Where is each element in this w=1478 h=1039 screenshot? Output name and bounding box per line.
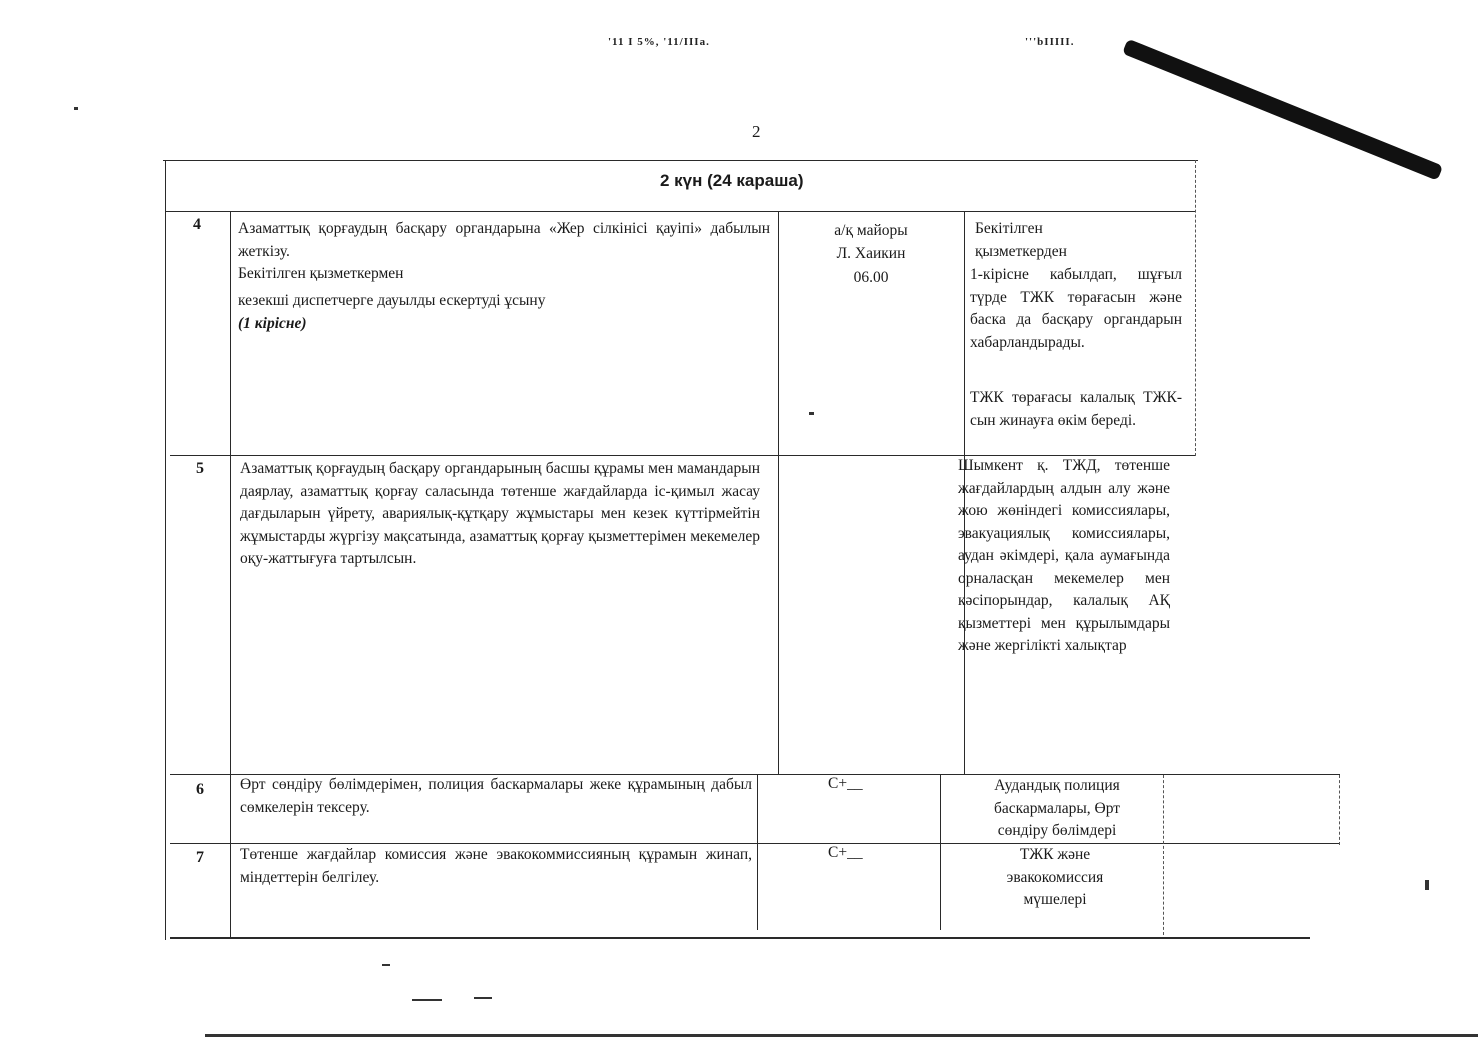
- bottom-rule: [205, 1034, 1478, 1037]
- col-separator-number: [230, 212, 231, 938]
- scan-speck: [809, 412, 814, 415]
- responsible-text: Л. Хаикин: [836, 245, 906, 262]
- responsible-text: С+__: [828, 844, 863, 861]
- header-mark-left: '11 I 5%, '11/IIIa.: [608, 36, 710, 48]
- table-bottom-border: [170, 937, 1310, 939]
- row-number: 5: [196, 460, 204, 477]
- executor-text: Шымкент қ. ТЖД, төтенше жағдайлардың алдын алу және жою жөніндегі комиссиялары, эвакуациялық комиссиялары, аудан әкімдері, қала аумағында орналасқан мекемелер мен кәсіпорындар, калалық АҚ қызметтері мен құрылымдары және жергілікті халықтар: [958, 457, 1170, 654]
- responsible-text: С+__: [828, 775, 863, 792]
- task-text: Өрт сөндіру бөлімдерімен, полиция баскармалары жеке құрамының дабыл сөмкелерін тексеру.: [240, 776, 752, 816]
- task-text: Азаматтық қорғаудың басқару органдарына «Жер сілкінісі қауіпі» дабылын жеткізу.: [238, 220, 770, 260]
- task-text: Төтенше жағдайлар комиссия және эвакокоммиссияның құрамын жинап, міндеттерін белгілеу.: [240, 846, 752, 886]
- day-header: 2 күн (24 караша): [660, 171, 804, 190]
- page-number: 2: [752, 122, 761, 141]
- executor-text: қызметкерден: [975, 243, 1067, 260]
- row-number: 4: [193, 216, 201, 233]
- executor-text: ТЖК төрағасы калалық ТЖК-сын жинауға өкім береді.: [970, 389, 1182, 429]
- executor-text: Бекітілген: [975, 220, 1043, 237]
- col-separator-right: [1163, 775, 1164, 935]
- executor-text: ТЖК және эвакокомиссия мүшелері: [1006, 846, 1104, 908]
- row-number: 7: [196, 849, 204, 866]
- scan-speck: [382, 964, 390, 966]
- col-separator-task: [778, 212, 779, 774]
- col-separator-right: [1339, 775, 1340, 845]
- table-left-border: [165, 160, 166, 940]
- task-text: Азаматтық қорғаудың басқару органдарының басшы құрамы мен мамандарын даярлау, азаматтық қорғау саласында төтенше жағдайларда іс-қимыл жасау дағдыларын үйрету, авариялық-құтқару жұмыстары мен кезек күттірмейтін жұмыстарды жүргізу мақсатында, азаматтық қорғау қызметтерімен мекемелер оқу-жаттығуға тартылсын.: [240, 460, 760, 567]
- scan-speck: [74, 107, 78, 110]
- header-separator: [165, 211, 1195, 212]
- scan-speck: [1425, 880, 1429, 890]
- responsible-text: а/қ майоры: [834, 222, 908, 239]
- task-text: кезекші диспетчерге дауылды ескертуді ұсыну: [238, 292, 546, 309]
- scan-speck: [474, 997, 492, 999]
- task-reference: (1 кірісне): [238, 315, 307, 332]
- row-number: 6: [196, 781, 204, 798]
- executor-text: 1-кірісне кабылдап, шұғыл түрде ТЖК төрағасын және баска да басқару органдарын хабарландырады.: [970, 266, 1182, 351]
- header-mark-right: '''bIIIII.: [1025, 36, 1075, 48]
- col-separator-task: [757, 774, 758, 930]
- col-separator-responsible: [940, 774, 941, 930]
- table-right-border: [1195, 160, 1196, 456]
- task-text: Бекітілген қызметкермен: [238, 265, 404, 282]
- scan-speck: [412, 999, 442, 1001]
- responsible-text: 06.00: [853, 269, 889, 286]
- executor-text: Аудандық полиция баскармалары, Өрт сөндіру бөлімдері: [993, 777, 1121, 839]
- table-top-border: [163, 160, 1198, 161]
